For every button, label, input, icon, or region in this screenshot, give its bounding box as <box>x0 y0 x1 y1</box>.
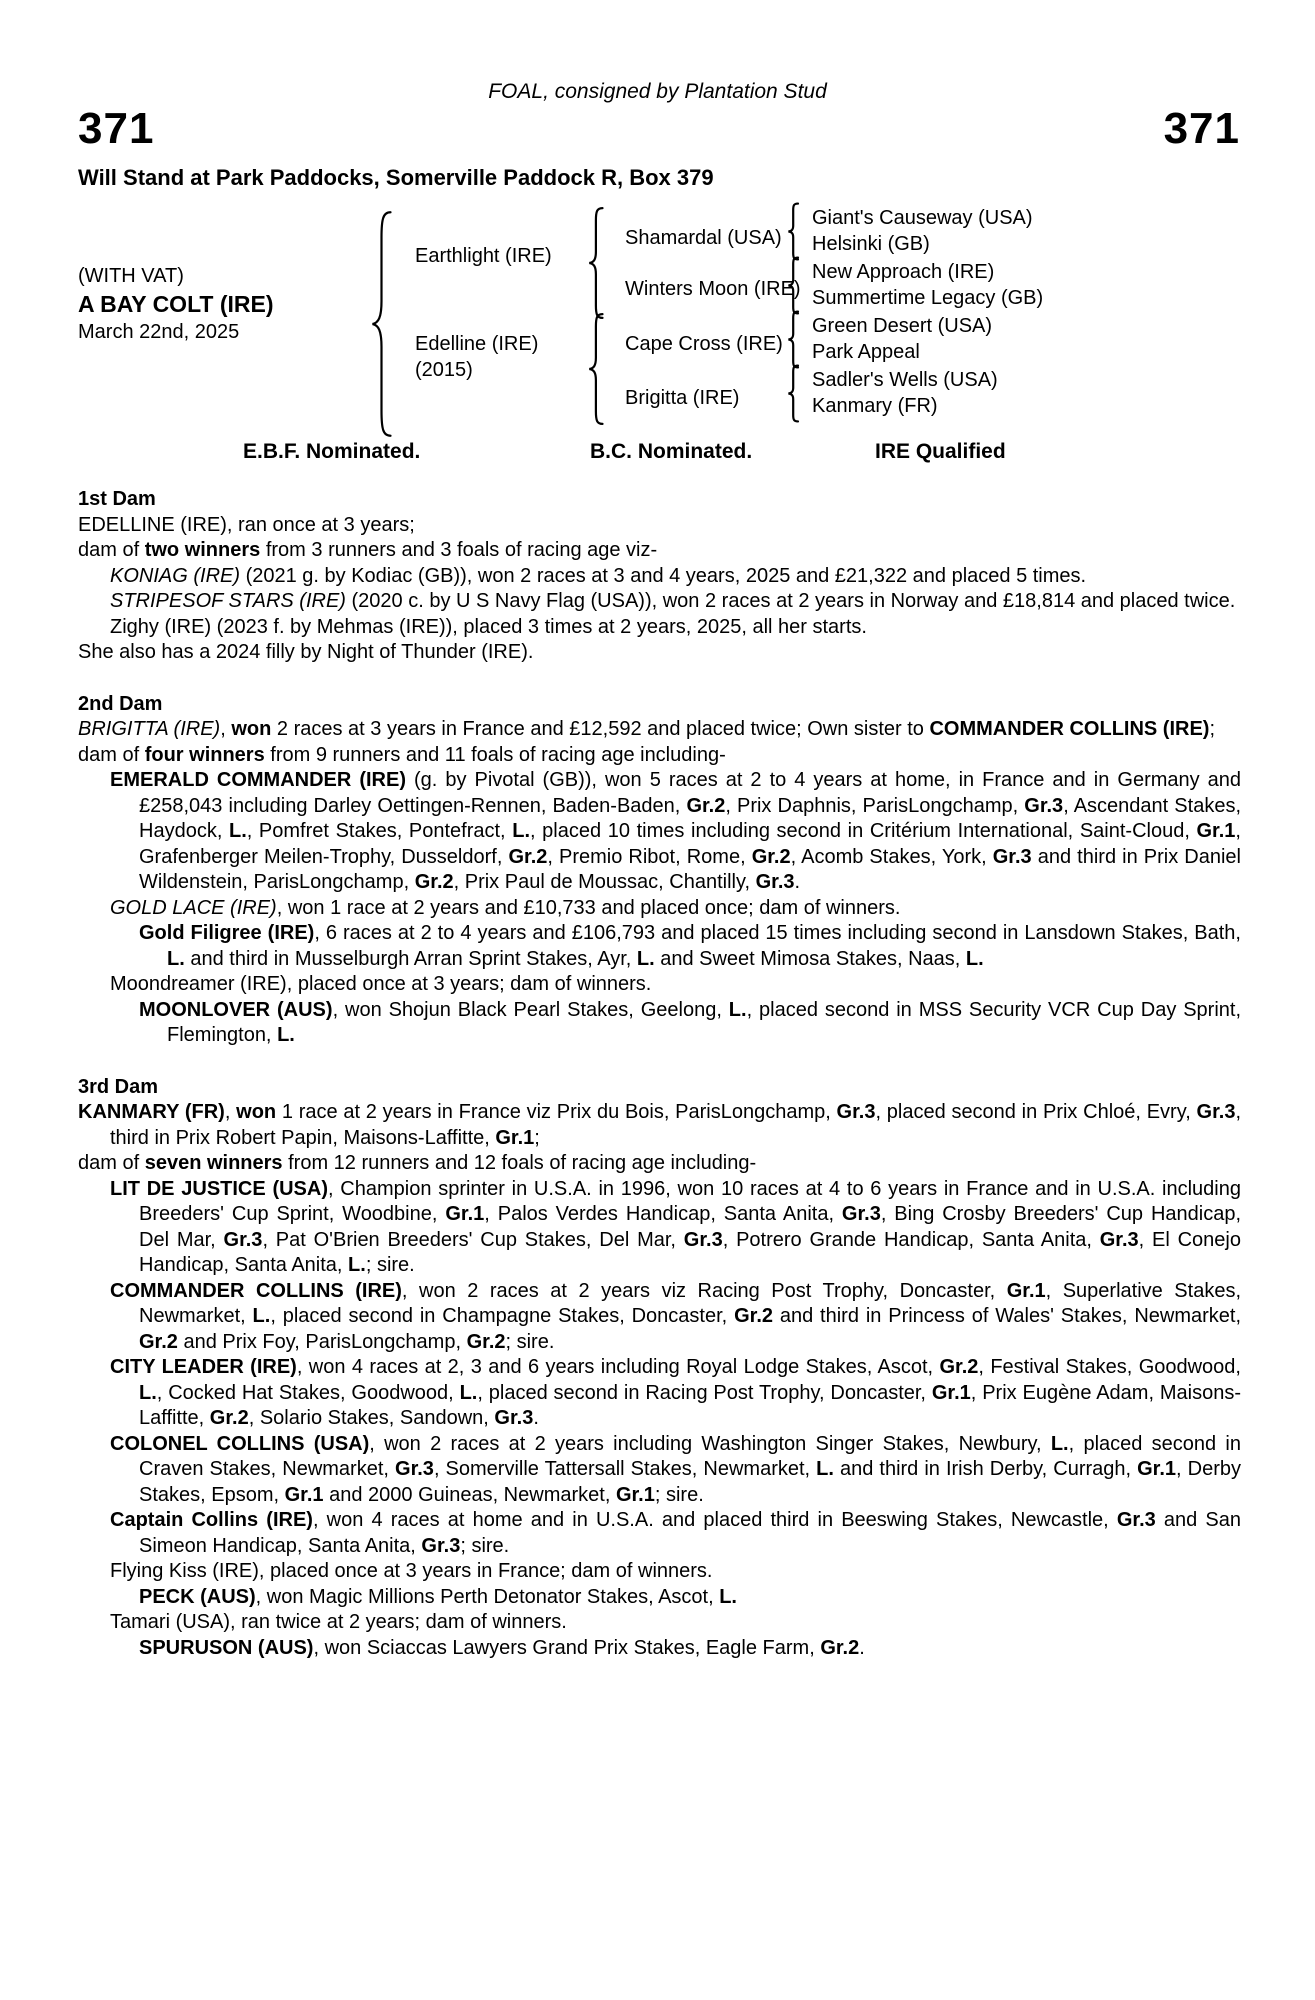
text-segment: , Cocked Hat Stakes, Goodwood, <box>156 1381 460 1404</box>
pedigree-details <box>78 487 1241 1687</box>
catalog-paragraph <box>78 1585 1241 1611</box>
text-segment: She also has a 2024 filly by Night of Thunder (IRE). <box>78 641 534 663</box>
text-segment: Moondreamer (IRE), placed once at 3 years; dam of winners. <box>110 973 652 995</box>
text-segment: Gr.2 <box>466 1330 506 1353</box>
brace-icon <box>786 311 802 368</box>
text-segment: , won Magic Millions Perth Detonator Stakes, Ascot, <box>255 1585 720 1608</box>
brace-icon <box>786 365 802 422</box>
lot-number-right: 371 <box>1163 104 1240 153</box>
text-segment: Gr.3 <box>836 1101 876 1123</box>
text-segment: Gr.3 <box>755 871 795 893</box>
text-segment: , won 4 races at 2, 3 and 6 years including Royal Lodge Stakes, Ascot, <box>296 1356 940 1378</box>
text-segment: COMMANDER COLLINS (IRE) <box>110 1279 402 1302</box>
brace-icon <box>786 203 802 260</box>
text-segment: ; sire. <box>460 1534 510 1557</box>
text-segment: STRIPESOF STARS (IRE) <box>110 590 346 612</box>
text-segment: , Acomb Stakes, York, <box>790 845 993 868</box>
text-segment: . <box>533 1407 539 1429</box>
text-segment: , won 2 races at 2 years including Washington Singer Stakes, Newbury, <box>369 1432 1051 1455</box>
text-segment: ; sire. <box>365 1254 415 1276</box>
text-segment: , placed second in Craven Stakes, Newmarket, <box>139 1432 1241 1480</box>
grandparent-name: Green Desert (USA) <box>812 315 993 337</box>
catalog-paragraph <box>78 743 1241 769</box>
catalog-paragraph <box>78 1432 1241 1509</box>
text-segment: GOLD LACE (IRE) <box>110 896 277 919</box>
text-segment: L. <box>139 1381 157 1404</box>
text-segment: from 12 runners and 12 foals of racing age including- <box>282 1152 757 1174</box>
catalog-paragraph <box>78 1100 1241 1151</box>
text-segment: CITY LEADER (IRE) <box>110 1356 297 1378</box>
catalog-paragraph <box>78 998 1241 1049</box>
text-segment: SPURUSON (AUS) <box>139 1636 314 1659</box>
text-segment: dam of <box>78 743 145 766</box>
text-segment: Gr.2 <box>734 1305 773 1327</box>
text-segment: Gr.2 <box>820 1636 860 1659</box>
catalog-paragraph <box>78 1177 1241 1279</box>
text-segment: EMERALD COMMANDER (IRE) <box>110 769 407 791</box>
text-segment: ; sire. <box>505 1330 555 1353</box>
grandparent-name: Helsinki (GB) <box>812 233 930 255</box>
catalog-paragraph <box>78 921 1241 972</box>
text-segment: PECK (AUS) <box>139 1585 256 1608</box>
text-segment: Gr.2 <box>686 794 726 817</box>
text-segment: from 9 runners and 11 foals of racing age including- <box>264 743 726 766</box>
text-segment: , Bing Crosby Breeders' Cup Handicap, Del Mar, <box>139 1203 1242 1251</box>
text-segment: , <box>224 1101 237 1123</box>
vat-note: (WITH VAT) <box>78 265 184 287</box>
text-segment: Flying Kiss (IRE), placed once at 3 years in France; dam of winners. <box>110 1560 713 1582</box>
text-segment: , Prix Daphnis, ParisLongchamp, <box>725 794 1025 817</box>
text-segment: Gr.2 <box>209 1407 249 1429</box>
text-segment: ; <box>1209 718 1216 740</box>
text-segment: , 6 races at 2 to 4 years and £106,793 and placed 15 times including second in Lansdown Stakes, Bath, <box>314 922 1241 944</box>
dam-year: (2015) <box>415 359 473 381</box>
text-segment: , won 4 races at home and in U.S.A. and placed third in Beeswing Stakes, Newcastle, <box>312 1509 1117 1531</box>
text-segment: dam of <box>78 1152 145 1174</box>
text-segment: , placed second in Champagne Stakes, Doncaster, <box>270 1305 735 1327</box>
grandparent-name: Summertime Legacy (GB) <box>812 287 1044 309</box>
sire-dam-name: Winters Moon (IRE) <box>625 278 801 300</box>
text-segment: and third in Irish Derby, Curragh, <box>833 1458 1138 1480</box>
text-segment: dam of <box>78 539 145 561</box>
ebf-nomination: E.B.F. Nominated. <box>243 440 421 463</box>
section-heading: 2nd Dam <box>78 692 163 715</box>
text-segment: won <box>231 718 272 740</box>
text-segment: , Superlative Stakes, Newmarket, <box>139 1279 1241 1327</box>
text-segment: Gr.3 <box>421 1534 461 1557</box>
text-segment: Gr.1 <box>1006 1279 1046 1302</box>
text-segment: Gr.1 <box>445 1203 485 1225</box>
catalog-paragraph <box>78 564 1241 590</box>
section-heading: 1st Dam <box>78 488 156 510</box>
text-segment: and Prix Foy, ParisLongchamp, <box>177 1330 467 1353</box>
text-segment: Gr.1 <box>495 1126 535 1149</box>
catalog-paragraph <box>78 1355 1241 1432</box>
text-segment: , Premio Ribot, Rome, <box>547 845 752 868</box>
catalog-paragraph <box>78 1610 1241 1636</box>
text-segment: and third in Prix Daniel Wildenstein, ParisLongchamp, <box>139 845 1241 893</box>
text-segment: and Sweet Mimosa Stakes, Naas, <box>654 947 966 970</box>
text-segment: Zighy (IRE) (2023 f. by Mehmas (IRE)), placed 3 times at 2 years, 2025, all her starts. <box>110 615 867 638</box>
text-segment: (2021 g. by Kodiac (GB)), won 2 races at 3 and 4 years, 2025 and £21,322 and placed 5 times. <box>240 564 1087 587</box>
text-segment: , placed 10 times including second in Critérium International, Saint-Cloud, <box>530 820 1197 842</box>
text-segment: L. <box>636 947 655 970</box>
catalog-paragraph <box>78 1279 1241 1356</box>
catalog-paragraph <box>78 1151 1241 1177</box>
text-segment: , El Conejo Handicap, Santa Anita, <box>139 1228 1241 1276</box>
catalog-paragraph <box>78 1636 1241 1662</box>
text-segment: , Palos Verdes Handicap, Santa Anita, <box>484 1203 842 1225</box>
nominations-line <box>0 440 1315 468</box>
consignor-note: FOAL, consigned by Plantation Stud <box>488 80 827 103</box>
text-segment: Gr.2 <box>751 845 791 868</box>
text-segment: 2 races at 3 years in France and £12,592 and placed twice; Own sister to <box>271 718 930 740</box>
catalog-paragraph <box>78 615 1241 641</box>
sire-name: Earthlight (IRE) <box>415 245 552 267</box>
text-segment: Gr.2 <box>939 1356 979 1378</box>
text-segment: COLONEL COLLINS (USA) <box>110 1432 370 1455</box>
dam-section <box>78 1075 1241 1662</box>
text-segment: Gr.3 <box>841 1203 881 1225</box>
dam-section <box>78 487 1241 666</box>
text-segment: Gr.3 <box>1116 1509 1156 1531</box>
text-segment: , placed second in Prix Chloé, Evry, <box>875 1101 1197 1123</box>
catalog-paragraph <box>78 896 1241 922</box>
text-segment: won <box>236 1101 277 1123</box>
text-segment: Gold Filigree (IRE) <box>139 922 315 944</box>
text-segment: and third in Musselburgh Arran Sprint Stakes, Ayr, <box>184 947 637 970</box>
text-segment: , placed second in MSS Security VCR Cup Day Sprint, Flemington, <box>167 998 1242 1046</box>
text-segment: , won Shojun Black Pearl Stakes, Geelong, <box>332 998 729 1021</box>
dam-dam-name: Brigitta (IRE) <box>625 387 740 409</box>
text-segment: L. <box>728 998 747 1021</box>
text-segment: , Somerville Tattersall Stakes, Newmarket, <box>433 1458 817 1480</box>
catalog-paragraph <box>78 589 1241 615</box>
text-segment: KONIAG (IRE) <box>110 564 241 587</box>
text-segment: , Champion sprinter in U.S.A. in 1996, won 10 races at 4 to 6 years in France and in U.S.A. including Breeders' Cup Sprint, Woodbine, <box>139 1177 1241 1225</box>
text-segment: , placed second in Racing Post Trophy, Doncaster, <box>477 1381 932 1404</box>
text-segment: L. <box>277 1024 295 1046</box>
ire-qualified: IRE Qualified <box>875 440 1006 463</box>
catalog-paragraph <box>78 538 1241 564</box>
brace-icon <box>786 257 802 314</box>
text-segment: Gr.1 <box>615 1483 655 1506</box>
catalog-paragraph <box>78 1559 1241 1585</box>
catalog-paragraph <box>78 640 1241 666</box>
catalog-paragraph <box>78 972 1241 998</box>
text-segment: , Grafenberger Meilen-Trophy, Dusseldorf, <box>139 820 1241 868</box>
text-segment: Gr.3 <box>683 1228 723 1251</box>
text-segment: Gr.3 <box>1196 1101 1236 1123</box>
text-segment: , Solario Stakes, Sandown, <box>248 1407 495 1429</box>
text-segment: L. <box>1050 1432 1069 1455</box>
catalog-paragraph <box>78 768 1241 896</box>
brace-icon <box>586 207 608 319</box>
text-segment: 1 race at 2 years in France viz Prix du Bois, ParisLongchamp, <box>276 1101 837 1123</box>
text-segment: and third in Princess of Wales' Stakes, Newmarket, <box>773 1305 1242 1327</box>
text-segment: L. <box>228 820 247 842</box>
text-segment: , Pomfret Stakes, Pontefract, <box>246 820 513 842</box>
text-segment: , won 1 race at 2 years and £10,733 and placed once; dam of winners. <box>276 896 901 919</box>
text-segment: , Festival Stakes, Goodwood, <box>978 1356 1241 1378</box>
text-segment: (2020 c. by U S Navy Flag (USA)), won 2 races at 2 years in Norway and £18,814 and placed twice. <box>345 590 1236 612</box>
text-segment: ; sire. <box>654 1483 704 1506</box>
foaling-date: March 22nd, 2025 <box>78 321 240 343</box>
text-segment: , won Sciaccas Lawyers Grand Prix Stakes, Eagle Farm, <box>313 1636 821 1659</box>
grandparent-name: Park Appeal <box>812 341 920 363</box>
text-segment: ; <box>534 1126 540 1149</box>
text-segment: Gr.2 <box>139 1330 178 1353</box>
text-segment: EDELLINE (IRE), ran once at 3 years; <box>78 513 415 536</box>
text-segment: Gr.3 <box>1099 1228 1139 1251</box>
text-segment: . <box>794 871 801 893</box>
text-segment: , Ascendant Stakes, Haydock, <box>139 794 1242 842</box>
text-segment: Gr.1 <box>1196 820 1236 842</box>
text-segment: Gr.3 <box>223 1228 263 1251</box>
text-segment: , Potrero Grande Handicap, Santa Anita, <box>722 1228 1100 1251</box>
dam-section <box>78 692 1241 1049</box>
brace-icon <box>368 210 398 438</box>
dam-name: Edelline (IRE) <box>415 333 539 355</box>
text-segment: L. <box>719 1585 737 1608</box>
text-segment: and 2000 Guineas, Newmarket, <box>323 1483 616 1506</box>
catalog-paragraph <box>78 513 1241 539</box>
grandparent-name: Giant's Causeway (USA) <box>812 207 1033 229</box>
brace-icon <box>586 313 608 425</box>
text-segment: L. <box>459 1381 478 1404</box>
text-segment: L. <box>816 1458 834 1480</box>
pedigree-table <box>0 195 1315 450</box>
sire-sire-name: Shamardal (USA) <box>625 227 782 249</box>
text-segment: L. <box>252 1305 271 1327</box>
text-segment: L. <box>965 947 984 970</box>
text-segment: KANMARY (FR) <box>78 1101 225 1123</box>
text-segment: four winners <box>144 743 265 766</box>
section-heading: 3rd Dam <box>78 1075 159 1098</box>
text-segment: . <box>859 1636 865 1659</box>
catalog-paragraph <box>78 717 1241 743</box>
text-segment: Gr.1 <box>1137 1458 1177 1480</box>
text-segment: , won 2 races at 2 years viz Racing Post Trophy, Doncaster, <box>401 1279 1007 1302</box>
grandparent-name: New Approach (IRE) <box>812 261 995 283</box>
catalog-paragraph <box>78 1508 1241 1559</box>
grandparent-name: Sadler's Wells (USA) <box>812 369 998 391</box>
text-segment: L. <box>348 1254 366 1276</box>
text-segment: L. <box>512 820 531 842</box>
text-segment: from 3 runners and 3 foals of racing age viz- <box>260 539 658 561</box>
text-segment: Gr.3 <box>992 845 1032 868</box>
text-segment: , Derby Stakes, Epsom, <box>139 1458 1241 1506</box>
text-segment: MOONLOVER (AUS) <box>139 998 333 1021</box>
text-segment: , Prix Eugène Adam, Maisons-Laffitte, <box>139 1381 1241 1429</box>
text-segment: , Prix Paul de Moussac, Chantilly, <box>453 871 756 893</box>
colt-name: A BAY COLT (IRE) <box>78 291 274 317</box>
text-segment: Gr.3 <box>1024 794 1064 817</box>
text-segment: two winners <box>144 539 261 561</box>
text-segment: and San Simeon Handicap, Santa Anita, <box>139 1509 1241 1557</box>
text-segment: Gr.1 <box>284 1483 324 1506</box>
text-segment: Captain Collins (IRE) <box>110 1509 313 1531</box>
grandparent-name: Kanmary (FR) <box>812 395 938 417</box>
text-segment: LIT DE JUSTICE (USA) <box>110 1177 328 1200</box>
text-segment: (g. by Pivotal (GB)), won 5 races at 2 to 4 years at home, in France and in Germany and £258,043 including Darley Oettingen-Rennen, Baden-Baden, <box>139 769 1242 817</box>
text-segment: Gr.2 <box>508 845 548 868</box>
text-segment: BRIGITTA (IRE) <box>78 718 221 740</box>
text-segment: Gr.2 <box>414 871 454 893</box>
text-segment: COMMANDER COLLINS (IRE) <box>929 718 1210 740</box>
text-segment: , <box>220 718 232 740</box>
text-segment: Gr.3 <box>395 1458 434 1480</box>
bc-nomination: B.C. Nominated. <box>590 440 753 463</box>
text-segment: seven winners <box>144 1152 283 1174</box>
text-segment: Tamari (USA), ran twice at 2 years; dam of winners. <box>110 1611 567 1633</box>
text-segment: , third in Prix Robert Papin, Maisons-Laffitte, <box>110 1101 1242 1149</box>
stand-location-line: Will Stand at Park Paddocks, Somerville Paddock R, Box 379 <box>78 165 714 190</box>
dam-sire-name: Cape Cross (IRE) <box>625 333 783 355</box>
lot-number-left: 371 <box>78 104 155 153</box>
text-segment: L. <box>167 947 185 970</box>
text-segment: , Pat O'Brien Breeders' Cup Stakes, Del Mar, <box>262 1228 684 1251</box>
text-segment: Gr.1 <box>931 1381 971 1404</box>
text-segment: Gr.3 <box>494 1407 534 1429</box>
